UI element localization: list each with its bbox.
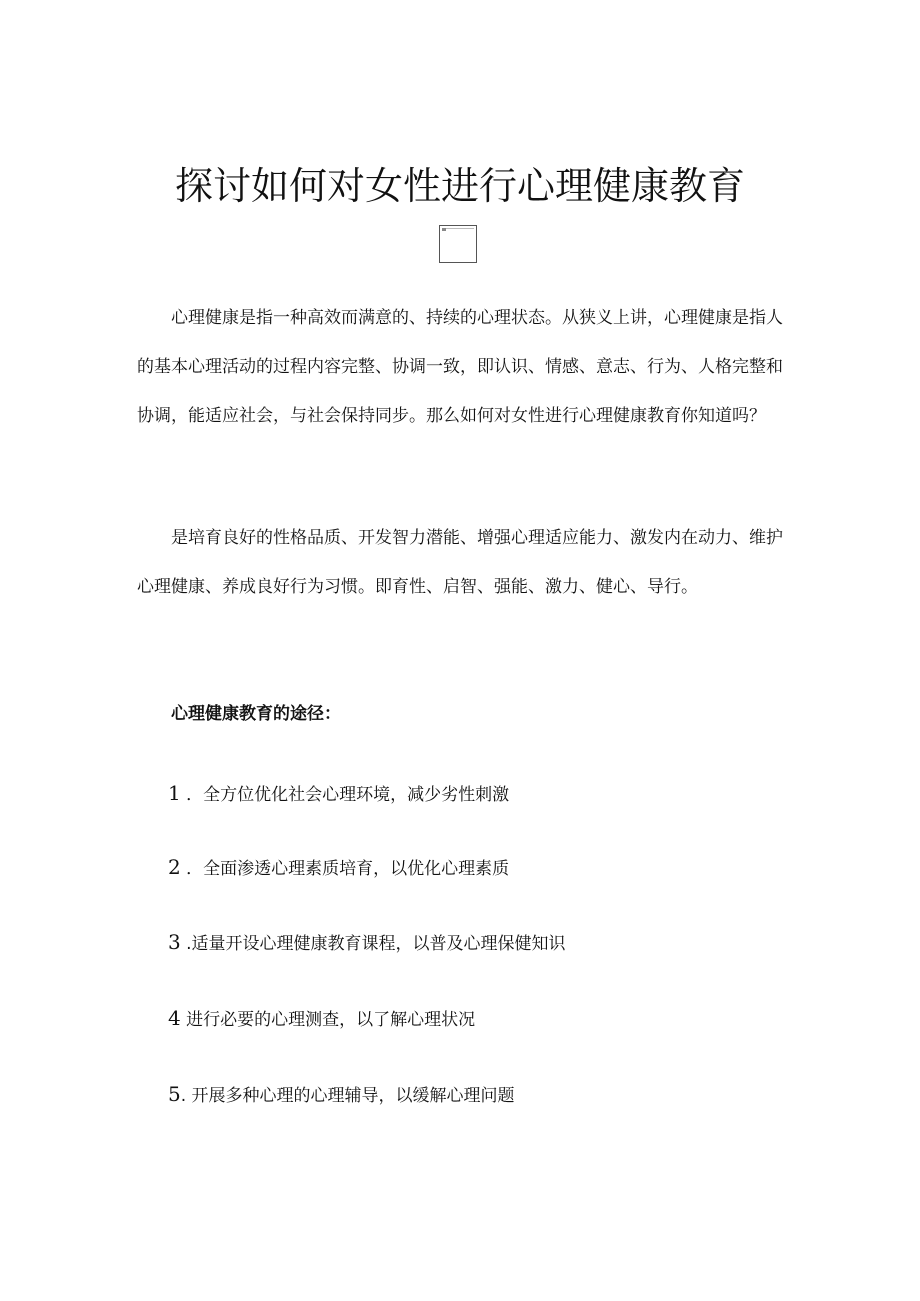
list-item-number: 2 bbox=[168, 855, 181, 879]
list-item-number: 5 bbox=[168, 1082, 181, 1106]
list-item-text: 适量开设心理健康教育课程，以普及心理保健知识 bbox=[191, 934, 566, 954]
list-item-separator: . bbox=[180, 1086, 192, 1106]
image-placeholder-bar bbox=[442, 228, 474, 231]
list-item-separator: ． bbox=[180, 859, 204, 879]
paragraph-goals: 是培育良好的性格品质、开发智力潜能、增强心理适应能力、激发内在动力、维护心理健康、养成良好行为习惯。即育性、启智、强能、激力、健心、导行。 bbox=[137, 528, 783, 597]
section-heading: 心理健康教育的途径： bbox=[171, 704, 341, 724]
list-item-separator: ． bbox=[180, 785, 204, 805]
list-item-number: 3 bbox=[168, 930, 181, 954]
list-item bbox=[168, 777, 509, 811]
list-item-text: 全面渗透心理素质培育，以优化心理素质 bbox=[203, 859, 510, 879]
list-item-text: 进行必要的心理测查，以了解心理状况 bbox=[186, 1010, 476, 1030]
list-item bbox=[168, 1002, 475, 1036]
list-item-separator: . bbox=[180, 934, 192, 954]
broken-image-icon bbox=[442, 228, 446, 231]
list-item-number: 4 bbox=[168, 1006, 181, 1030]
image-placeholder bbox=[439, 225, 477, 263]
list-item bbox=[168, 1078, 515, 1112]
list-item bbox=[168, 926, 566, 960]
list-item-number: 1 bbox=[168, 781, 181, 805]
list-item-text: 开展多种心理的心理辅导，以缓解心理问题 bbox=[191, 1086, 515, 1106]
list-item-text: 全方位优化社会心理环境，减少劣性刺激 bbox=[203, 785, 510, 805]
document-title: 探讨如何对女性进行心理健康教育 bbox=[174, 164, 745, 208]
list-item bbox=[168, 851, 509, 885]
paragraph-definition: 心理健康是指一种高效而满意的、持续的心理状态。从狭义上讲，心理健康是指人的基本心理活动的过程内容完整、协调一致，即认识、情感、意志、行为、人格完整和协调，能适应社会，与社会保持同步。那么如何对女性进行心理健康教育你知道吗？ bbox=[137, 308, 783, 426]
